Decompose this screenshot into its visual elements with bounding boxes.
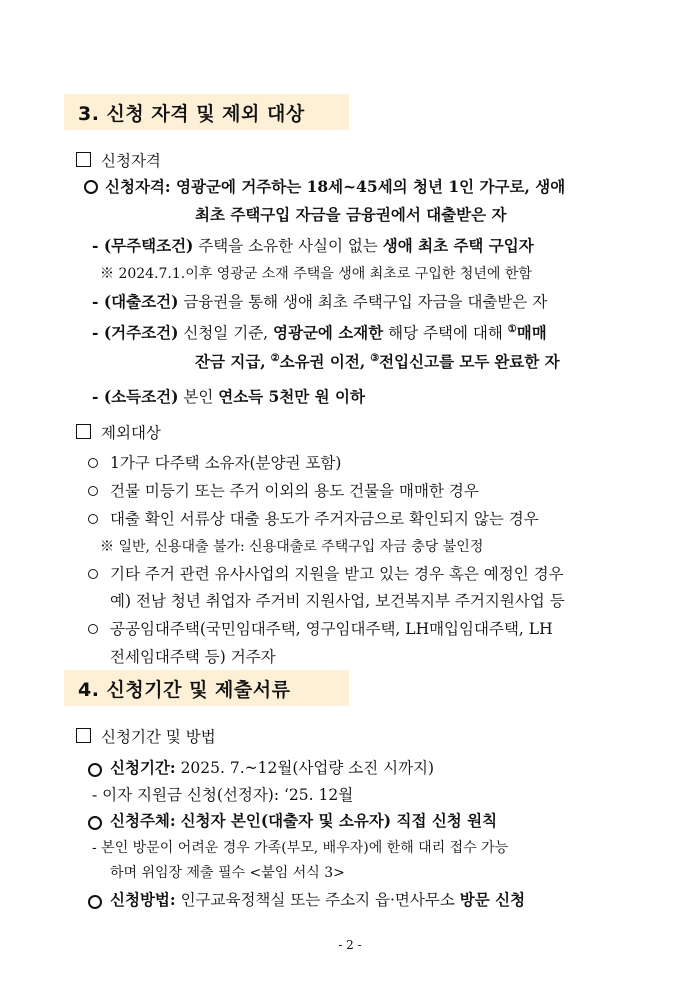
section4-title: 4. 신청기간 및 제출서류	[78, 679, 291, 701]
open-circle-icon	[88, 514, 98, 524]
exclusion-item-3: 대출 확인 서류상 대출 용도가 주거자금으로 확인되지 않는 경우	[110, 510, 539, 528]
checkbox-icon	[76, 424, 91, 439]
exclusion-header: 제외대상	[76, 421, 161, 443]
open-circle-icon	[88, 763, 102, 777]
condition-loan: - (대출조건) 금융권을 통해 생애 최초 주택구입 자금을 대출받은 자	[92, 292, 548, 311]
open-circle-icon	[88, 816, 102, 830]
application-method: 신청방법: 인구교육정책실 또는 주소지 읍·면사무소 방문 신청	[110, 890, 526, 909]
checkbox-icon	[76, 728, 91, 743]
condition-no-house: - (무주택조건) 주택을 소유한 사실이 없는 생애 최초 주택 구입자	[92, 236, 534, 255]
open-circle-icon	[88, 895, 102, 909]
proxy-note-line2: 하며 위임장 제출 필수 <붙임 서식 3>	[110, 865, 345, 881]
exclusion-item-4-line1: 기타 주거 관련 유사사업의 지원을 받고 있는 경우 혹은 예정인 경우	[110, 565, 564, 583]
note-purchase-date: ※ 2024.7.1.이후 영광군 소재 주택을 생애 최초로 구입한 청년에 한함	[100, 266, 532, 282]
open-circle-icon	[88, 569, 98, 579]
application-subject: 신청주체: 신청자 본인(대출자 및 소유자) 직접 신청 원칙	[110, 811, 498, 830]
open-circle-icon	[88, 624, 98, 634]
exclusion-item-5-line1: 공공임대주택(국민임대주택, 영구임대주택, LH매입임대주택, LH	[110, 620, 553, 638]
exclusion-item-4-line2: 예) 전남 청년 취업자 주거비 지원사업, 보건복지부 주거지원사업 등	[110, 592, 565, 610]
condition-residence-line1: - (거주조건) 신청일 기준, 영광군에 소재한 해당 주택에 대해 ①매매	[92, 323, 547, 342]
section3-title: 3. 신청 자격 및 제외 대상	[78, 103, 305, 125]
condition-residence-line2: 잔금 지급, ②소유권 이전, ③전입신고를 모두 완료한 자	[195, 352, 560, 371]
eligibility-header: 신청자격	[76, 149, 161, 171]
exclusion-item-2: 건물 미등기 또는 주거 이외의 용도 건물을 매매한 경우	[110, 482, 479, 500]
checkbox-icon	[76, 152, 91, 167]
page-number: - 2 -	[338, 938, 362, 952]
interest-application: - 이자 지원금 신청(선정자): ‘25. 12월	[92, 786, 354, 804]
bullet-circle-icon	[84, 180, 98, 194]
exclusion-item-1: 1가구 다주택 소유자(분양권 포함)	[110, 454, 342, 472]
open-circle-icon	[88, 486, 98, 496]
exclusion-item-3-note: ※ 일반, 신용대출 불가: 신용대출로 주택구입 자금 충당 불인정	[100, 539, 484, 555]
application-period: 신청기간: 2025. 7.~12월(사업량 소진 시까지)	[110, 758, 435, 777]
condition-income: - (소득조건) 본인 연소득 5천만 원 이하	[92, 387, 365, 406]
exclusion-item-5-line2: 전세임대주택 등) 거주자	[110, 648, 276, 666]
open-circle-icon	[88, 458, 98, 468]
proxy-note-line1: - 본인 방문이 어려운 경우 가족(부모, 배우자)에 한해 대리 접수 가능	[92, 840, 509, 856]
main-eligibility-line2: 최초 주택구입 자금을 금융권에서 대출받은 자	[195, 205, 507, 224]
main-eligibility-line1: 신청자격: 영광군에 거주하는 18세~45세의 청년 1인 가구로, 생애	[105, 177, 566, 196]
method-header: 신청기간 및 방법	[76, 725, 216, 747]
